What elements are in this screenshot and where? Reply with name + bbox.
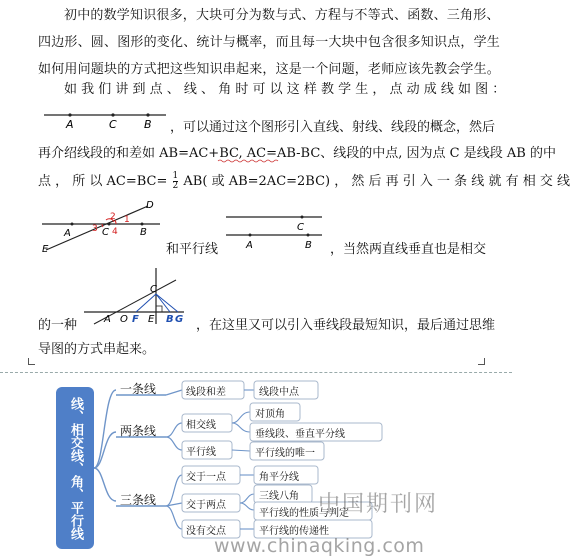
fig1-label: A <box>66 118 74 131</box>
fig1-point-b <box>146 113 149 116</box>
fig2-angle-1: 1 <box>124 215 130 225</box>
corner-mark <box>478 358 485 365</box>
fig2-point <box>141 223 144 226</box>
fig3-label-a: A <box>246 240 253 251</box>
fig2-label-a: A <box>64 228 71 239</box>
fig4-label-a: A <box>104 314 111 325</box>
fig3-point-c <box>301 216 304 219</box>
connectors-level1 <box>94 390 116 501</box>
wavy-underline <box>218 159 278 163</box>
fraction-half <box>173 172 179 191</box>
para3-line1: ，在这里又可以引入垂线段最短知识，最后通过思维 <box>196 318 496 333</box>
para1-line2: 四边形、圆、图形的变化、统计与概率，而且每一大块中包含很多知识点，学生 <box>38 35 501 50</box>
fig4-label-e: E <box>148 314 155 325</box>
figure-line-ab <box>40 106 170 132</box>
fig2-label-d: D <box>146 200 154 211</box>
para2-line4-b: AB( 或 AB=2AC=2BC) ， 然 后 再 引 入 一 条 线 就 有 相 交 线 <box>183 174 570 189</box>
fig4-label-b: B <box>166 314 174 325</box>
fig1-point-c <box>111 113 114 116</box>
mind-level1-label: 一条线 <box>120 382 157 396</box>
para2-line1: 如 我 们 讲 到 点 、 线 、 角 时 可 以 这 样 教 学 生 ， 点 动 成 线 如 图 ： <box>64 82 506 97</box>
para2-line2: ，可以通过这个图形引入直线、射线、线段的概念，然后 <box>170 120 496 135</box>
fig3-point-b <box>307 234 310 237</box>
figure-perpendicular <box>80 266 188 328</box>
mind-level3-label: 平行线的传递性 <box>259 526 329 537</box>
fig1-label: B <box>144 118 152 131</box>
perpendicular-text: ，当然两直线垂直也是相交 <box>330 242 487 257</box>
fig1-point-a <box>68 113 71 116</box>
mind-level3-label: 平行线的唯一 <box>255 448 315 459</box>
mind-level2-label: 交于两点 <box>186 500 226 511</box>
frac-num: 1 <box>172 171 179 181</box>
fig2-label-b: B <box>140 227 147 238</box>
fig4-segment-cb <box>156 294 170 312</box>
fig2-point <box>71 223 74 226</box>
figure-parallel-lines <box>222 212 326 252</box>
fig4-label-c: C <box>150 284 157 295</box>
fig2-label-e: E <box>42 244 49 255</box>
para1-line3: 如何用问题块的方式把这些知识串起来，这是一个问题，老师应该先教会学生。 <box>38 62 501 77</box>
corner-mark <box>28 358 35 365</box>
fig1-label: C <box>109 118 117 131</box>
fig2-angle-2: 2 <box>110 212 116 222</box>
fig2-point <box>108 223 111 226</box>
mind-level2-label: 线段和差 <box>186 387 226 398</box>
mind-level3-label: 平行线的性质与判定 <box>259 508 349 519</box>
mind-level3-label: 三线八角 <box>259 491 299 502</box>
watermark-cn: 中国期刊网 <box>318 492 439 517</box>
para2-line4 <box>38 172 570 192</box>
mind-level1-label: 两条线 <box>120 424 157 438</box>
fig3-label-b: B <box>305 240 312 251</box>
mind-level2-label: 没有交点 <box>186 526 226 537</box>
para2-line4-a: 点 ， 所 以 AC=BC= <box>38 174 168 189</box>
fig4-label-g: G <box>175 314 184 325</box>
mind-map <box>0 373 512 559</box>
connectors-level2 <box>166 390 182 529</box>
frac-den: 2 <box>172 181 179 191</box>
level1-underlines <box>116 395 166 506</box>
mind-level3-label: 对顶角 <box>255 409 285 420</box>
mind-level2-label: 交于一点 <box>186 472 226 483</box>
fig2-angle-3: 3 <box>92 224 98 234</box>
para3-line2: 导图的方式串起来。 <box>38 342 156 357</box>
fig4-segment-cg <box>156 294 178 312</box>
fig2-angle-4: 4 <box>112 227 118 237</box>
fig3-point-a <box>249 234 252 237</box>
mind-level2-label: 平行线 <box>186 447 216 458</box>
level2-boxes <box>182 381 244 538</box>
figure-intersecting-lines <box>40 198 165 254</box>
watermark-url: www.chinaqking.com <box>214 535 425 557</box>
mind-level3-label: 线段中点 <box>259 387 299 398</box>
fig4-right-angle <box>156 306 162 312</box>
fig3-label-c: C <box>297 222 304 233</box>
mind-level2-label: 相交线 <box>186 420 216 431</box>
para2-line3-text: 再介绍线段的和差如 AB=AC+BC, AC=AB-BC、线段的中点, 因为点 C 是线段 AB 的中 <box>38 146 556 161</box>
mind-level1-label: 三条线 <box>120 493 157 507</box>
paragraph-1 <box>38 2 501 83</box>
one-kind-text: 的一种 <box>38 318 78 333</box>
para1-line1: 初中的数学知识很多，大块可分为数与式、方程与不等式、函数、三角形、 <box>64 8 500 23</box>
fig4-label-f: F <box>132 314 139 325</box>
para2-line3 <box>38 144 556 164</box>
fig2-label-c: C <box>102 227 109 238</box>
mind-root-label: 线、相交线、角、平行线 <box>68 396 83 540</box>
fig4-label-o: O <box>120 314 128 325</box>
mind-level3-label: 角平分线 <box>259 472 299 483</box>
mind-level3-label: 垂线段、垂直平分线 <box>255 429 345 440</box>
and-parallel-text: 和平行线 <box>166 242 219 257</box>
fig4-segment-cf <box>136 294 156 312</box>
